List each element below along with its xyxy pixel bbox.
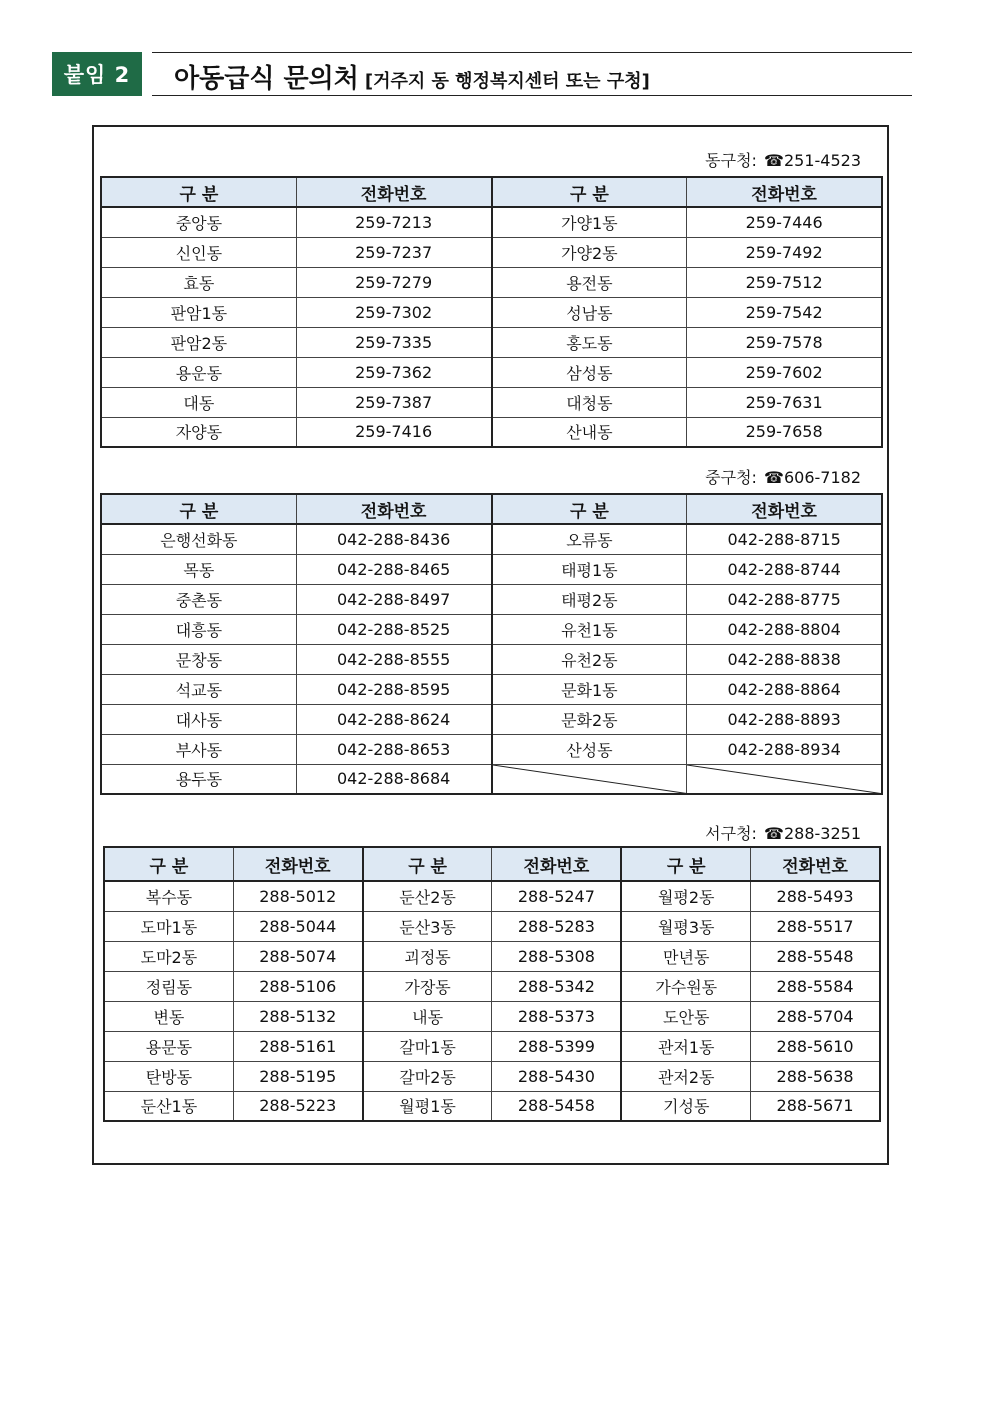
table-row: [101, 327, 882, 357]
phone-cell: 259-7237: [296, 237, 491, 267]
phone-cell: 288-5308: [492, 941, 621, 971]
page-title-main: 아동급식 문의처: [174, 64, 359, 94]
district-cell: 월평3동: [621, 911, 750, 941]
district-cell: 가장동: [363, 971, 492, 1001]
phone-cell: 288-5161: [233, 1031, 362, 1061]
phone-cell: 259-7542: [687, 297, 882, 327]
phone-cell: 042-288-8624: [296, 704, 491, 734]
dong-gu-office-label: 동구청:: [705, 151, 757, 170]
phone-cell: 042-288-8497: [296, 584, 491, 614]
table-row: [104, 941, 880, 971]
district-cell: 복수동: [104, 881, 233, 911]
col-header-district: 구 분: [104, 847, 233, 881]
district-cell: 태평1동: [492, 554, 687, 584]
attachment-badge: 붙임 2: [52, 52, 142, 96]
diagonal-line: [687, 765, 881, 794]
district-cell: 도마2동: [104, 941, 233, 971]
phone-cell: 288-5399: [492, 1031, 621, 1061]
col-header-phone: 전화번호: [296, 494, 491, 524]
district-cell: 관저2동: [621, 1061, 750, 1091]
table-row: [101, 387, 882, 417]
col-header-district: 구 분: [101, 494, 296, 524]
district-cell: 석교동: [101, 674, 296, 704]
district-cell: 용문동: [104, 1031, 233, 1061]
district-cell: 괴정동: [363, 941, 492, 971]
col-header-district: 구 분: [492, 177, 687, 207]
phone-cell: 288-5458: [492, 1091, 621, 1121]
col-header-district: 구 분: [621, 847, 750, 881]
phone-cell: 259-7492: [687, 237, 882, 267]
phone-cell: 042-288-8775: [687, 584, 882, 614]
phone-cell: 259-7416: [296, 417, 491, 447]
jung-gu-table: [100, 493, 883, 795]
district-cell: 가수원동: [621, 971, 750, 1001]
phone-cell: 042-288-8684: [296, 764, 491, 794]
district-cell: 도마1동: [104, 911, 233, 941]
phone-cell: 259-7213: [296, 207, 491, 237]
district-cell: 월평1동: [363, 1091, 492, 1121]
district-cell: 중촌동: [101, 584, 296, 614]
phone-cell: 259-7631: [687, 387, 882, 417]
district-cell: 효동: [101, 267, 296, 297]
phone-cell: 259-7602: [687, 357, 882, 387]
phone-cell: 288-5584: [751, 971, 880, 1001]
district-cell: 판암1동: [101, 297, 296, 327]
phone-cell: 042-288-8555: [296, 644, 491, 674]
title-rule-top: [152, 52, 912, 53]
district-cell: 유천2동: [492, 644, 687, 674]
phone-cell: 042-288-8595: [296, 674, 491, 704]
phone-cell: 288-5493: [751, 881, 880, 911]
phone-cell: 288-5610: [751, 1031, 880, 1061]
title-rule-bottom: [152, 95, 912, 96]
phone-cell: 288-5342: [492, 971, 621, 1001]
district-cell: 용운동: [101, 357, 296, 387]
district-cell: 갈마1동: [363, 1031, 492, 1061]
col-header-district: 구 분: [363, 847, 492, 881]
district-cell: 은행선화동: [101, 524, 296, 554]
table-row: [104, 971, 880, 1001]
table-row: [101, 614, 882, 644]
table-row: [101, 584, 882, 614]
seo-gu-table: [103, 846, 881, 1122]
table-row: [104, 1091, 880, 1121]
phone-cell: 042-288-8893: [687, 704, 882, 734]
table-row: [101, 267, 882, 297]
phone-cell: 288-5106: [233, 971, 362, 1001]
phone-cell: 288-5132: [233, 1001, 362, 1031]
district-cell: 문창동: [101, 644, 296, 674]
seo-gu-office: [705, 821, 861, 844]
phone-cell: 259-7279: [296, 267, 491, 297]
district-cell: 만년동: [621, 941, 750, 971]
page-title: [174, 58, 650, 95]
district-cell: 태평2동: [492, 584, 687, 614]
table-row: [101, 357, 882, 387]
jung-gu-office-phone: ☎606-7182: [764, 468, 861, 487]
col-header-phone: 전화번호: [751, 847, 880, 881]
district-cell: 문화2동: [492, 704, 687, 734]
col-header-phone: 전화번호: [687, 494, 882, 524]
district-cell: 월평2동: [621, 881, 750, 911]
seo-gu-office-phone: ☎288-3251: [764, 824, 861, 843]
district-cell: 변동: [104, 1001, 233, 1031]
district-cell: 대청동: [492, 387, 687, 417]
district-cell: 가양2동: [492, 237, 687, 267]
district-cell: 대흥동: [101, 614, 296, 644]
phone-cell: 288-5074: [233, 941, 362, 971]
dong-gu-office-phone: ☎251-4523: [764, 151, 861, 170]
col-header-district: 구 분: [492, 494, 687, 524]
phone-cell: 288-5517: [751, 911, 880, 941]
phone-cell: 259-7446: [687, 207, 882, 237]
phone-cell: 288-5195: [233, 1061, 362, 1091]
table-row: [101, 207, 882, 237]
district-cell: 신인동: [101, 237, 296, 267]
phone-cell: 288-5430: [492, 1061, 621, 1091]
district-cell: 정림동: [104, 971, 233, 1001]
col-header-phone: 전화번호: [687, 177, 882, 207]
district-cell: 둔산2동: [363, 881, 492, 911]
col-header-district: 구 분: [101, 177, 296, 207]
jung-gu-office-label: 중구청:: [705, 468, 757, 487]
phone-cell: 042-288-8864: [687, 674, 882, 704]
phone-cell: 259-7387: [296, 387, 491, 417]
district-cell: 자양동: [101, 417, 296, 447]
phone-cell: 042-288-8715: [687, 524, 882, 554]
phone-cell: 288-5223: [233, 1091, 362, 1121]
district-cell: 오류동: [492, 524, 687, 554]
phone-cell: 259-7658: [687, 417, 882, 447]
district-cell: 성남동: [492, 297, 687, 327]
table-row: [104, 911, 880, 941]
district-cell: 가양1동: [492, 207, 687, 237]
empty-slashed-cell: [687, 764, 882, 794]
district-cell: 도안동: [621, 1001, 750, 1031]
dong-gu-office: [705, 148, 861, 171]
table-row: [101, 704, 882, 734]
district-cell: 탄방동: [104, 1061, 233, 1091]
phone-cell: 288-5704: [751, 1001, 880, 1031]
table-row: [101, 417, 882, 447]
table-row: [101, 764, 882, 794]
phone-cell: 259-7362: [296, 357, 491, 387]
diagonal-line: [493, 765, 687, 794]
phone-cell: 259-7578: [687, 327, 882, 357]
table-row: [101, 674, 882, 704]
district-cell: 유천1동: [492, 614, 687, 644]
col-header-phone: 전화번호: [233, 847, 362, 881]
district-cell: 내동: [363, 1001, 492, 1031]
district-cell: 갈마2동: [363, 1061, 492, 1091]
page-subtitle: [거주지 동 행정복지센터 또는 구청]: [364, 71, 650, 92]
phone-cell: 259-7335: [296, 327, 491, 357]
table-row: [104, 1061, 880, 1091]
district-cell: 용전동: [492, 267, 687, 297]
phone-cell: 288-5373: [492, 1001, 621, 1031]
table-row: [101, 297, 882, 327]
phone-cell: 288-5283: [492, 911, 621, 941]
table-row: [101, 237, 882, 267]
phone-cell: 042-288-8436: [296, 524, 491, 554]
phone-cell: 042-288-8934: [687, 734, 882, 764]
phone-cell: 259-7512: [687, 267, 882, 297]
table-row: [101, 554, 882, 584]
district-cell: 둔산3동: [363, 911, 492, 941]
district-cell: 관저1동: [621, 1031, 750, 1061]
district-cell: 판암2동: [101, 327, 296, 357]
phone-cell: 042-288-8525: [296, 614, 491, 644]
phone-cell: 042-288-8744: [687, 554, 882, 584]
table-row: [101, 644, 882, 674]
phone-cell: 288-5044: [233, 911, 362, 941]
district-cell: 부사동: [101, 734, 296, 764]
district-cell: 대동: [101, 387, 296, 417]
district-cell: 산내동: [492, 417, 687, 447]
empty-slashed-cell: [492, 764, 687, 794]
phone-cell: 288-5548: [751, 941, 880, 971]
district-cell: 둔산1동: [104, 1091, 233, 1121]
district-cell: 문화1동: [492, 674, 687, 704]
district-cell: 목동: [101, 554, 296, 584]
phone-cell: 042-288-8653: [296, 734, 491, 764]
col-header-phone: 전화번호: [296, 177, 491, 207]
phone-cell: 042-288-8804: [687, 614, 882, 644]
phone-cell: 288-5247: [492, 881, 621, 911]
phone-cell: 288-5638: [751, 1061, 880, 1091]
district-cell: 기성동: [621, 1091, 750, 1121]
phone-cell: 288-5671: [751, 1091, 880, 1121]
phone-cell: 259-7302: [296, 297, 491, 327]
table-row: [104, 881, 880, 911]
dong-gu-table: [100, 176, 883, 448]
table-row: [101, 524, 882, 554]
district-cell: 산성동: [492, 734, 687, 764]
jung-gu-office: [705, 465, 861, 488]
phone-cell: 288-5012: [233, 881, 362, 911]
phone-cell: 042-288-8465: [296, 554, 491, 584]
district-cell: 삼성동: [492, 357, 687, 387]
col-header-phone: 전화번호: [492, 847, 621, 881]
table-row: [104, 1031, 880, 1061]
district-cell: 중앙동: [101, 207, 296, 237]
district-cell: 대사동: [101, 704, 296, 734]
district-cell: 용두동: [101, 764, 296, 794]
phone-cell: 042-288-8838: [687, 644, 882, 674]
table-row: [104, 1001, 880, 1031]
seo-gu-office-label: 서구청:: [705, 824, 757, 843]
table-row: [101, 734, 882, 764]
district-cell: 홍도동: [492, 327, 687, 357]
